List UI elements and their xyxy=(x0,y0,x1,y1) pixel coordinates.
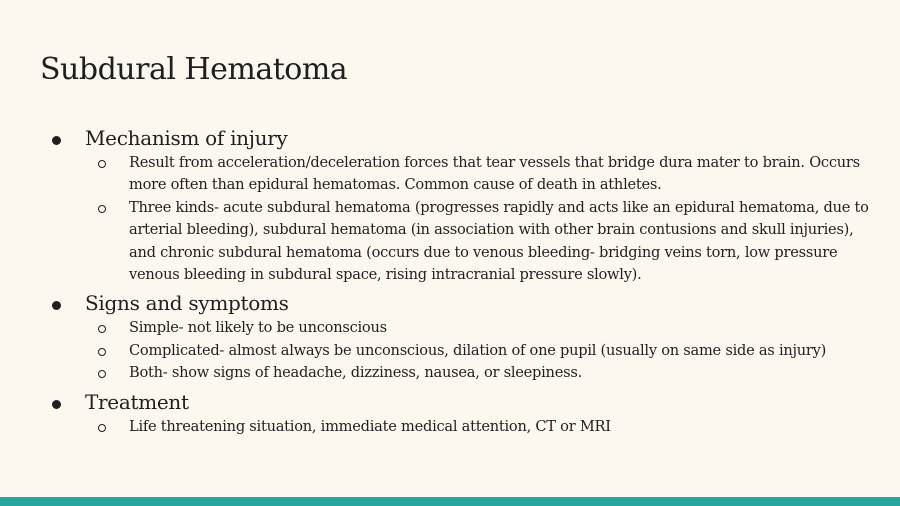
hollow-bullet-icon xyxy=(98,160,106,168)
hollow-bullet-icon xyxy=(98,370,106,378)
sub-bullet-list xyxy=(85,416,878,438)
section-heading: Treatment xyxy=(85,389,189,414)
slide-body xyxy=(48,124,878,441)
list-item-text: Complicated- almost always be unconscious, dilation of one pupil (usually on same side as injury) xyxy=(129,341,827,359)
section-heading: Signs and symptoms xyxy=(85,291,289,316)
sub-bullet-list xyxy=(85,317,878,384)
list-item-text: Three kinds- acute subdural hematoma (progresses rapidly and acts like an epidural hematoma, due to arterial bleeding), subdural hematoma (in association with other brain contusions and skull injuries), and chronic subdural hematoma (occurs due to venous bleeding- bridging veins torn, low pressure venous bleeding in subdural space, rising intracranial pressure slowly). xyxy=(129,198,869,284)
list-item xyxy=(85,317,878,339)
section-mechanism xyxy=(48,124,878,286)
section-signs-symptoms xyxy=(48,289,878,384)
section-heading: Mechanism of injury xyxy=(85,126,288,150)
section-treatment xyxy=(48,388,878,438)
list-item xyxy=(85,197,878,287)
sub-bullet-list xyxy=(85,152,878,286)
footer-accent-bar xyxy=(0,497,900,506)
filled-bullet-icon xyxy=(52,400,61,409)
list-item-text: Both- show signs of headache, dizziness, nausea, or sleepiness. xyxy=(129,364,582,382)
list-item xyxy=(85,362,878,384)
hollow-bullet-icon xyxy=(98,205,106,213)
bullet-list xyxy=(48,124,878,438)
list-item-text: Life threatening situation, immediate medical attention, CT or MRI xyxy=(129,417,611,435)
hollow-bullet-icon xyxy=(98,348,106,356)
list-item-text: Result from acceleration/deceleration forces that tear vessels that bridge dura mater to brain. Occurs more often than epidural hematomas. Common cause of death in athletes. xyxy=(129,154,860,194)
list-item xyxy=(85,340,878,362)
list-item-text: Simple- not likely to be unconscious xyxy=(129,319,387,337)
list-item xyxy=(85,416,878,438)
filled-bullet-icon xyxy=(52,301,61,310)
hollow-bullet-icon xyxy=(98,424,106,432)
filled-bullet-icon xyxy=(52,136,61,145)
hollow-bullet-icon xyxy=(98,325,106,333)
list-item xyxy=(85,152,878,197)
slide-title: Subdural Hematoma xyxy=(40,52,348,87)
